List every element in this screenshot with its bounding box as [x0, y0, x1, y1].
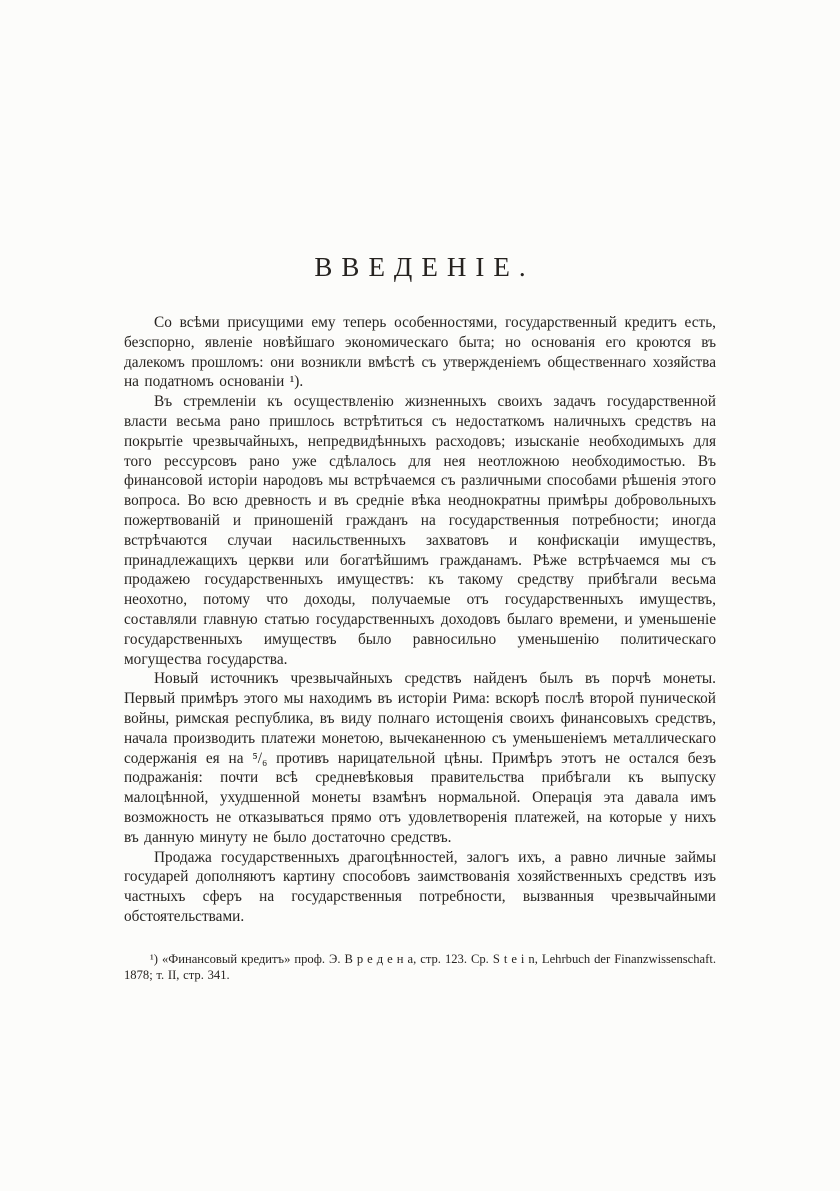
text-block — [124, 252, 716, 984]
footnote: ¹) «Финансовый кредитъ» проф. Э. В р е д е н а, стр. 123. Ср. S t e i n, Lehrbuch der Finanzwissenschaft. 1878; т. II, стр. 341. — [124, 951, 716, 983]
body-text — [124, 313, 716, 927]
paragraph-4: Продажа государственныхъ драгоцѣнностей, залогъ ихъ, а равно личные займы государей дополняютъ картину способовъ заимствованія хозяйственныхъ средствъ изъ частныхъ сферъ на государственныя потребности, вызванныя чрезвычайными обстоятельствами. — [124, 848, 716, 925]
paragraph-3: Новый источникъ чрезвычайныхъ средствъ найденъ былъ въ порчѣ монеты. Первый примѣръ этого мы находимъ въ исторіи Рима: вскорѣ послѣ второй пунической войны, римская республика, въ виду полнаго истощенія своихъ финансовыхъ средствъ, начала производить платежи монетою, вычеканенною съ уменьшеніемъ металлическаго содержанія ея на ⁵/₆ противъ нарицательной цѣны. Примѣръ этотъ не остался безъ подражанія: почти всѣ средневѣковыя правительства прибѣгали къ выпуску малоцѣнной, ухудшенной монеты взамѣнъ нормальной. Операція эта давала имъ возможность не отказываться прямо отъ удовлетворенія платежей, на которые у нихъ въ данную минуту не было достаточно средствъ. — [124, 670, 716, 846]
paragraph-2: Въ стремленіи къ осуществленію жизненныхъ своихъ задачъ государственной власти весьма рано пришлось встрѣтиться съ недостаткомъ наличныхъ средствъ на покрытіе чрезвычайныхъ, непредвидѣнныхъ расходовъ; изысканіе необходимыхъ для того рессурсовъ рано уже сдѣлалось для нея неотложною необходимостью. Въ финансовой исторіи народовъ мы встрѣчаемся съ различными способами рѣшенія этого вопроса. Во всю древность и въ средніе вѣка неоднократны примѣры добровольныхъ пожертвованій и приношеній гражданъ на государственныя потребности; иногда встрѣчаются случаи насильственныхъ захватовъ и конфискаціи имуществъ, принадлежащихъ церкви или богатѣйшимъ гражданамъ. Рѣже встрѣчаемся мы съ продажею государственныхъ имуществъ: къ такому средству прибѣгали весьма неохотно, потому что доходы, получаемые отъ государственныхъ имуществъ, составляли главную статью государственныхъ доходовъ былаго времени, и уменьшеніе государственныхъ имуществъ было равносильно уменьшенію политическаго могущества государства. — [124, 393, 716, 668]
chapter-title: ВВЕДЕНІЕ. — [314, 252, 535, 282]
paragraph-1: Со всѣми присущими ему теперь особенностями, государственный кредитъ есть, безспорно, явленіе новѣйшаго экономическаго быта; но основанія его кроются въ далекомъ прошломъ: они возникли вмѣстѣ съ утвержденіемъ общественнаго хозяйства на податномъ основаніи ¹). — [124, 314, 716, 391]
